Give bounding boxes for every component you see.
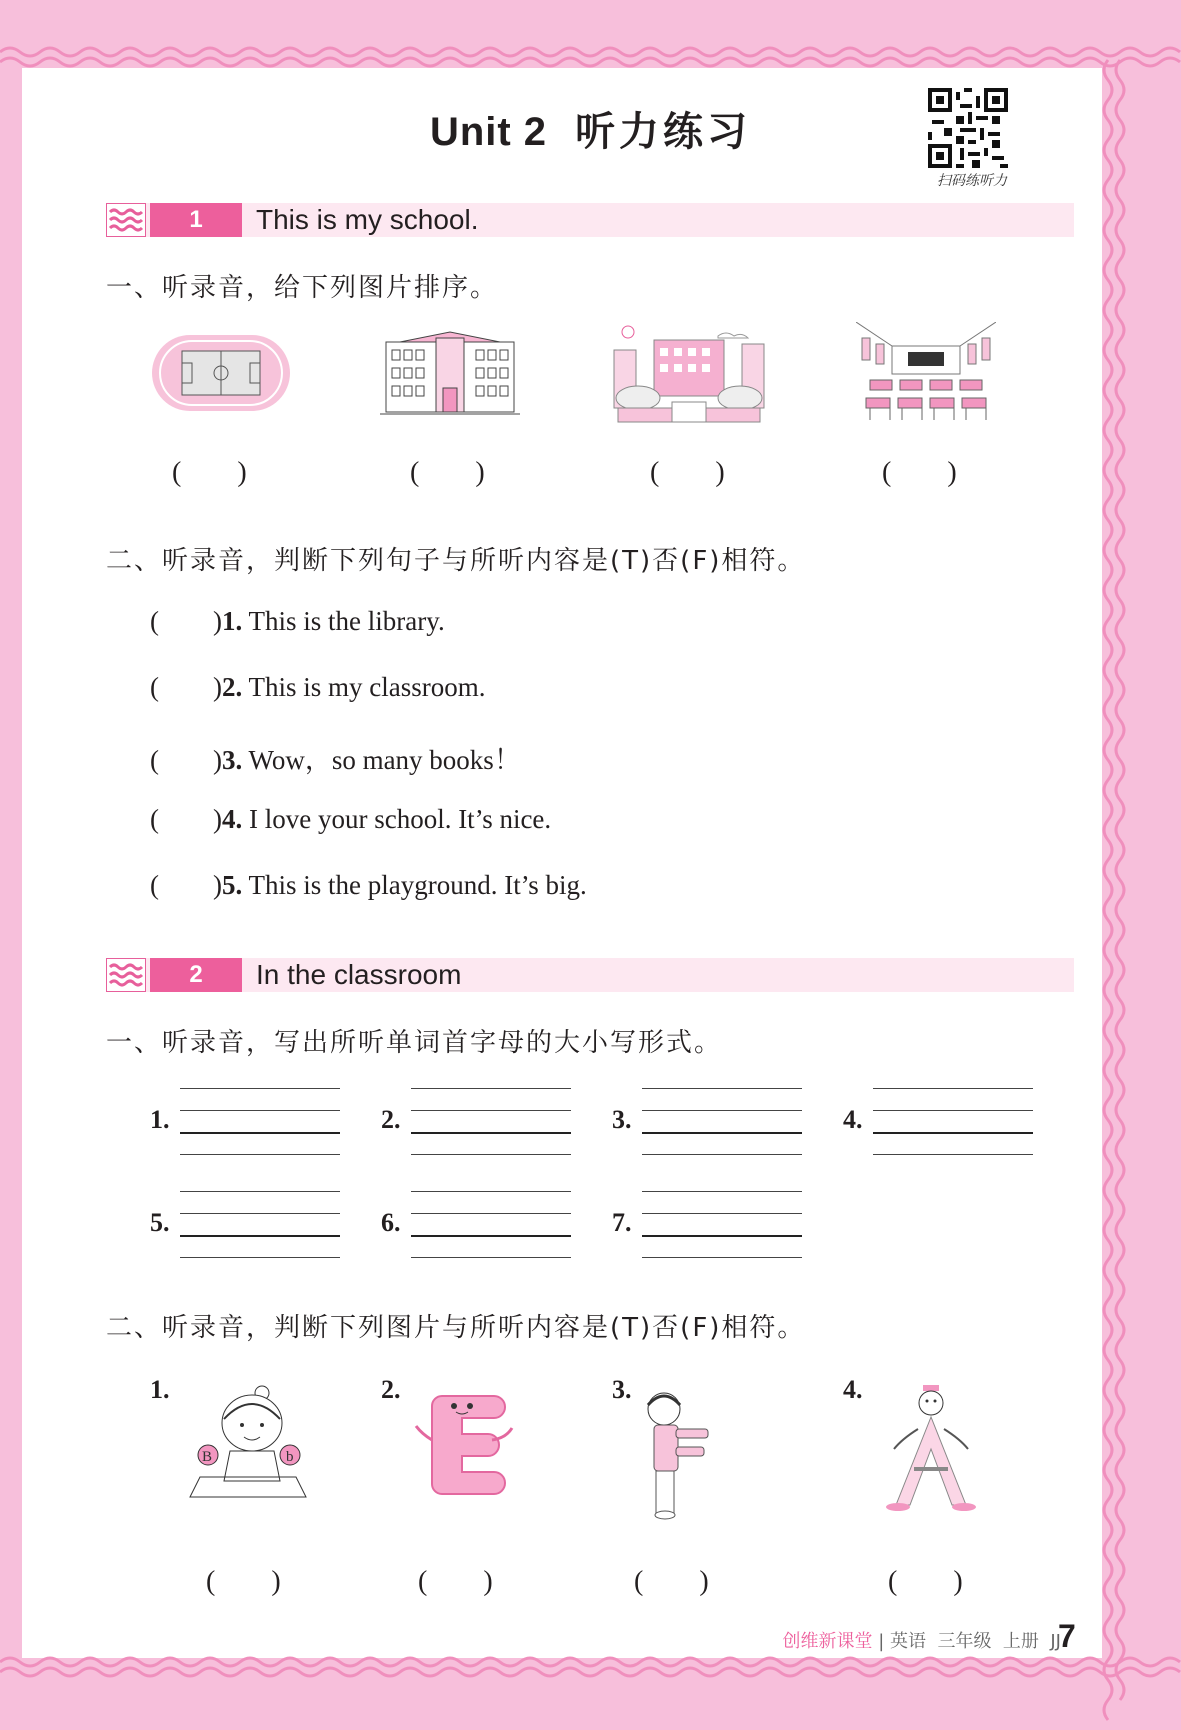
- answer-blank[interactable]: ( ): [650, 457, 725, 488]
- blank-number: 4.: [843, 1105, 863, 1134]
- blank-number: 5.: [150, 1208, 170, 1237]
- footer-sep: |: [878, 1631, 885, 1652]
- tf-item[interactable]: ( )4. I love your school. It’s nice.: [150, 804, 552, 834]
- footer-grade: 三年级: [937, 1631, 992, 1652]
- section-title: In the classroom: [256, 959, 462, 990]
- footer-volume: 上册: [1002, 1631, 1039, 1652]
- answer-blank[interactable]: ( ): [882, 457, 957, 488]
- answer-blank[interactable]: ( ): [634, 1566, 709, 1597]
- unit-label: Unit 2: [429, 110, 548, 154]
- section-2-bar: [106, 958, 1074, 992]
- picture-number: 3.: [612, 1375, 632, 1404]
- blank-number: 3.: [612, 1105, 632, 1134]
- blank-number: 2.: [381, 1105, 401, 1134]
- blank-number: 6.: [381, 1208, 401, 1237]
- footer: [782, 1627, 1061, 1653]
- tf-item[interactable]: ( )1. This is the library.: [150, 606, 445, 636]
- school-building-icon: [380, 328, 520, 418]
- wave-lines-icon: [106, 958, 146, 992]
- tf-item[interactable]: ( )3. Wow，so many books！: [150, 745, 521, 775]
- picture-number: 4.: [843, 1375, 863, 1404]
- playground-icon: [150, 333, 292, 413]
- tf-item[interactable]: ( )5. This is the playground. It’s big.: [150, 870, 587, 900]
- tf-item[interactable]: ( )2. This is my classroom.: [150, 672, 486, 702]
- boy-forming-letter-f-icon: [636, 1385, 726, 1521]
- qr-label: 扫码练听力: [937, 173, 1007, 189]
- answer-blank[interactable]: ( ): [410, 457, 485, 488]
- answer-blank[interactable]: ( ): [418, 1566, 493, 1597]
- section-number: 1: [150, 203, 242, 237]
- qr-code-icon[interactable]: [928, 88, 1008, 168]
- page-number: 7: [1058, 1618, 1076, 1654]
- section-1-bar: [106, 203, 1074, 237]
- letter-a-figure-icon: [876, 1385, 986, 1515]
- footer-brand: 创维新课堂: [782, 1631, 873, 1652]
- section-title: This is my school.: [256, 204, 479, 235]
- title-cn: 听力练习: [575, 109, 752, 155]
- card-letter: B: [202, 1449, 213, 1465]
- classroom-icon: [856, 322, 996, 422]
- question-2-heading: 二、听录音，判断下列图片与所听内容是(T)否(F)相符。: [106, 1313, 806, 1343]
- question-1-heading: 一、听录音，写出所听单词首字母的大小写形式。: [106, 1028, 723, 1058]
- section-number: 2: [150, 958, 242, 992]
- school-gate-icon: [608, 322, 770, 426]
- footer-subject: 英语: [890, 1631, 927, 1652]
- letter-e-character-icon: [412, 1390, 522, 1510]
- picture-number: 1.: [150, 1375, 170, 1404]
- footer-edition: JJ: [1050, 1631, 1061, 1652]
- answer-blank[interactable]: ( ): [172, 457, 247, 488]
- question-2-heading: 二、听录音，判断下列句子与所听内容是(T)否(F)相符。: [106, 546, 806, 576]
- wave-lines-icon: [106, 203, 146, 237]
- blank-number: 7.: [612, 1208, 632, 1237]
- picture-number: 2.: [381, 1375, 401, 1404]
- girl-holding-b-cards-icon: [180, 1385, 316, 1511]
- blank-number: 1.: [150, 1105, 170, 1134]
- answer-blank[interactable]: ( ): [206, 1566, 281, 1597]
- question-1-heading: 一、听录音，给下列图片排序。: [106, 273, 499, 303]
- answer-blank[interactable]: ( ): [888, 1566, 963, 1597]
- card-letter: b: [286, 1449, 294, 1465]
